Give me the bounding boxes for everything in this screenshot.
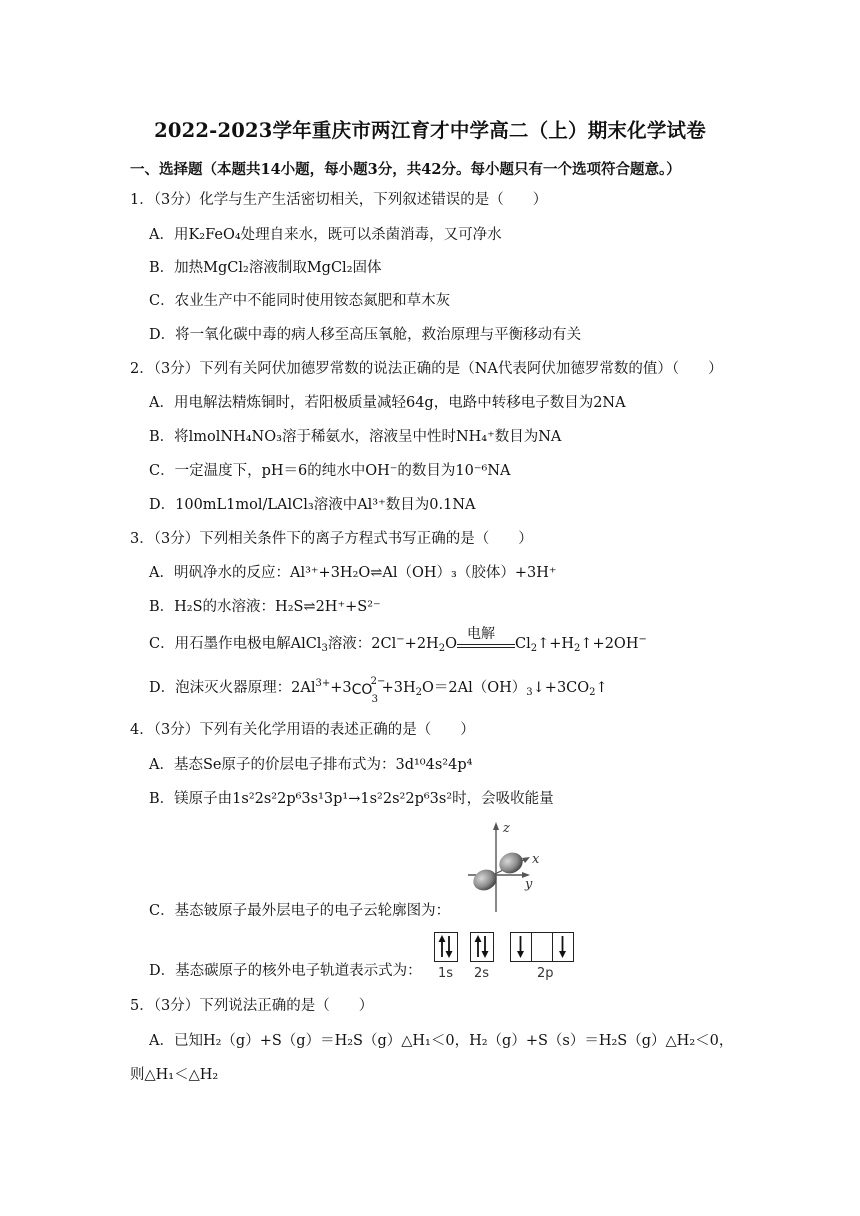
- orbital-label-1s: 1s: [438, 966, 454, 981]
- q4-option-d: D．基态碳原子的核外电子轨道表示式为：: [149, 963, 422, 979]
- q3-option-a: A．明矾净水的反应：Al³⁺+3H₂O⇌Al（OH）₃（胶体）+3H⁺: [149, 565, 557, 581]
- orbital-box-2p-2: [531, 932, 553, 962]
- q3-stem: 3．（3分）下列相关条件下的离子方程式书写正确的是（ ）: [130, 531, 533, 547]
- electrolysis-condition: 电解: [457, 634, 515, 654]
- q1-option-c: C．农业生产中不能同时使用铵态氮肥和草木灰: [149, 293, 451, 309]
- orbital-box-1s: [434, 932, 458, 962]
- q1-option-b: B．加热MgCl₂溶液制取MgCl₂固体: [149, 260, 382, 276]
- q3-option-c-text: C．用石墨作电极电解AlCl$_3$溶液：$2Cl^-+2H_2O$: [149, 634, 457, 654]
- q2-option-c: C．一定温度下，pH＝6的纯水中OH⁻的数目为10⁻⁶NA: [149, 463, 511, 479]
- q5-option-a-line1: A．已知H₂（g）+S（g）＝H₂S（g）△H₁＜0，H₂（g）+S（s）＝H₂S（g）△H₂＜0，: [149, 1033, 734, 1049]
- q5-stem: 5．（3分）下列说法正确的是（ ）: [130, 998, 374, 1014]
- q4-option-b: B．镁原子由1s²2s²2p⁶3s¹3p¹→1s²2s²2p⁶3s²时，会吸收能量: [149, 791, 554, 807]
- q2-option-d: D．100mL1mol/LAlCl₃溶液中Al³⁺数目为0.1NA: [149, 497, 476, 513]
- orbital-box-diagram: [432, 932, 582, 984]
- orbital-box-2p-3: [552, 932, 574, 962]
- q2-stem: 2．（3分）下列有关阿伏加德罗常数的说法正确的是（NA代表阿伏加德罗常数的值）（ ）: [130, 361, 723, 377]
- carbonate-ion: CO 2− 3: [351, 676, 386, 705]
- page-title: 2022-2023学年重庆市两江育才中学高二（上）期末化学试卷: [154, 119, 706, 142]
- section-heading: 一、选择题（本题共14小题，每小题3分，共42分。每小题只有一个选项符合题意。）: [130, 161, 681, 178]
- q4-option-c: C．基态铍原子最外层电子的电子云轮廓图为：: [149, 903, 451, 919]
- q4-option-a: A．基态Se原子的价层电子排布式为：3d¹⁰4s²4p⁴: [149, 757, 473, 773]
- q2-option-a: A．用电解法精炼铜时，若阳极质量减轻64g，电路中转移电子数目为2NA: [149, 395, 626, 411]
- q2-option-b: B．将lmolNH₄NO₃溶于稀氨水，溶液呈中性时NH₄⁺数目为NA: [149, 429, 562, 445]
- q3-option-d: D．泡沫灭火器原理：$2Al^{3+}+3$ CO 2− 3 $+3H_2O=2Al(OH)_3↓+3CO_2↑$: [149, 676, 608, 705]
- q1-option-d: D．将一氧化碳中毒的病人移至高压氧舱，救治原理与平衡移动有关: [149, 327, 582, 343]
- z-axis-label: z: [503, 821, 510, 836]
- q4-stem: 4．（3分）下列有关化学用语的表述正确的是（ ）: [130, 722, 475, 738]
- p-orbital-diagram: [462, 818, 542, 914]
- q3-option-c: C．用石墨作电极电解AlCl$_3$溶液：$2Cl^-+2H_2O$ 电解 $Cl_2↑+H_2↑+2OH^-$: [149, 626, 647, 654]
- q1-stem: 1．（3分）化学与生产生活密切相关，下列叙述错误的是（ ）: [130, 192, 548, 208]
- orbital-box-2p-1: [510, 932, 532, 962]
- orbital-box-2s: [470, 932, 494, 962]
- q3-option-b: B．H₂S的水溶液：H₂S⇌2H⁺+S²⁻: [149, 599, 381, 615]
- orbital-label-2p: 2p: [537, 966, 554, 981]
- q5-option-a-line2: 则△H₁＜△H₂: [130, 1067, 219, 1083]
- orbital-label-2s: 2s: [474, 966, 490, 981]
- q1-option-a: A．用K₂FeO₄处理自来水，既可以杀菌消毒，又可净水: [149, 227, 502, 243]
- y-axis-label: y: [525, 877, 533, 892]
- x-axis-label: x: [532, 852, 540, 867]
